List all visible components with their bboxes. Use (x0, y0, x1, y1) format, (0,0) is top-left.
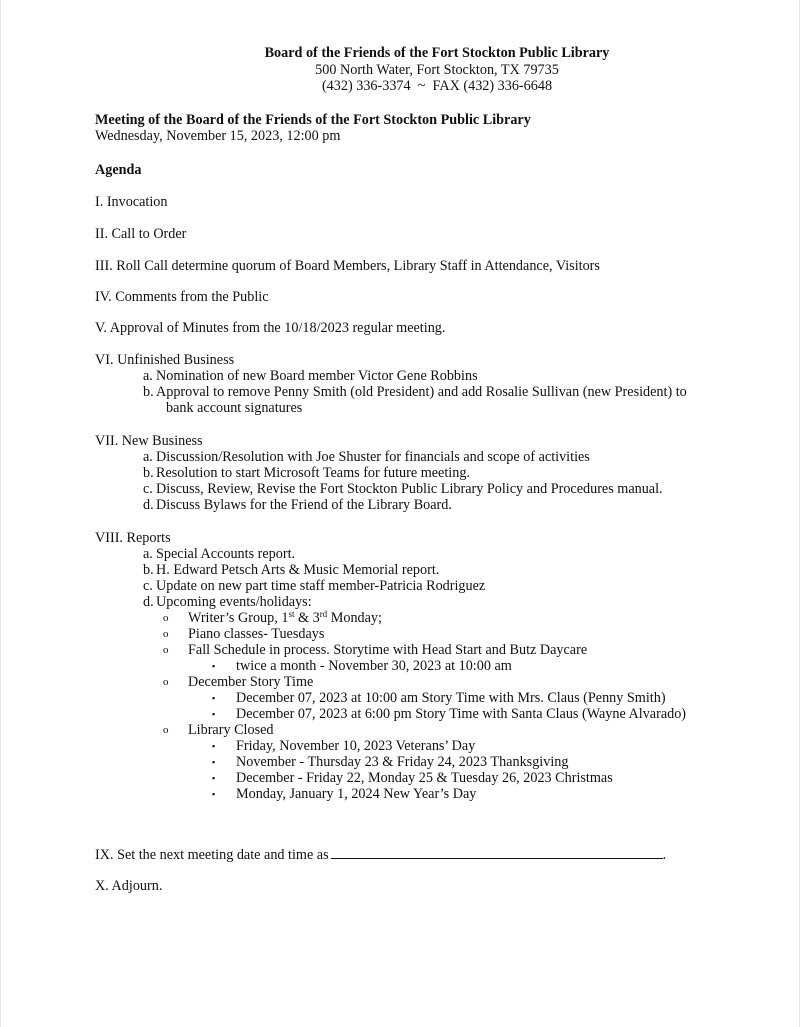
event-item: o Library Closed (163, 722, 274, 738)
agenda-item-7 (95, 433, 775, 513)
bullet-square-icon: ▪ (212, 709, 216, 719)
event-subitem: ▪ November - Thursday 23 & Friday 24, 2023 Thanksgiving (212, 754, 569, 770)
org-address: 500 North Water, Fort Stockton, TX 79735 (315, 61, 559, 78)
event-subitem: ▪ twice a month - November 30, 2023 at 10:00 am (212, 658, 512, 674)
agenda-item-4: IV. Comments from the Public (95, 289, 269, 305)
agenda-item-10: X. Adjourn. (95, 878, 163, 894)
list-item: a. Special Accounts report. (143, 546, 296, 562)
agenda-item-8-sublist (143, 546, 775, 610)
next-meeting-blank (331, 846, 663, 859)
bullet-square-icon: ▪ (212, 757, 216, 767)
bullet-square-icon: ▪ (212, 741, 216, 751)
event-item: o Writer’s Group, 1st & 3rd Monday; (163, 609, 382, 626)
event-subitem: ▪ Friday, November 10, 2023 Veterans’ Day (212, 738, 476, 754)
agenda-item-6-sublist (143, 368, 775, 416)
event-subitem: ▪ Monday, January 1, 2024 New Year’s Day (212, 786, 477, 802)
bullet-circle-icon: o (163, 676, 169, 688)
bullet-circle-icon: o (163, 612, 169, 624)
list-item-continuation: bank account signatures (166, 400, 303, 416)
agenda-heading: Agenda (95, 162, 142, 178)
bullet-square-icon: ▪ (212, 661, 216, 671)
agenda-item-8-title: VIII. Reports (95, 530, 171, 546)
event-item: o Fall Schedule in process. Storytime with Head Start and Butz Daycare (163, 642, 588, 658)
list-item: b. Resolution to start Microsoft Teams for future meeting. (143, 465, 470, 481)
agenda-item-7-sublist (143, 449, 775, 513)
bullet-circle-icon: o (163, 628, 169, 640)
contact-line (1, 78, 800, 95)
separator: ~ (417, 78, 426, 94)
event-subitem: ▪ December 07, 2023 at 6:00 pm Story Time with Santa Claus (Wayne Alvarado) (212, 706, 687, 722)
bullet-square-icon: ▪ (212, 693, 216, 703)
meeting-title: Meeting of the Board of the Friends of the Fort Stockton Public Library (95, 112, 531, 128)
agenda-item-9: IX. Set the next meeting date and time as . (95, 847, 667, 863)
agenda-item-6-title: VI. Unfinished Business (95, 352, 235, 368)
org-name: Board of the Friends of the Fort Stockton Public Library (264, 45, 610, 61)
agenda-item-8 (95, 530, 775, 802)
list-item: c. Discuss, Review, Revise the Fort Stockton Public Library Policy and Procedures manual. (143, 481, 663, 497)
phone: (432) 336-3374 (321, 78, 411, 94)
list-item: b. H. Edward Petsch Arts & Music Memorial report. (143, 562, 440, 578)
agenda-item-1: I. Invocation (95, 194, 168, 210)
list-item: d. Upcoming events/holidays: (143, 594, 312, 610)
letterhead (1, 45, 800, 95)
list-item: a. Discussion/Resolution with Joe Shuster for financials and scope of activities (143, 449, 590, 465)
event-subitem: ▪ December 07, 2023 at 10:00 am Story Time with Mrs. Claus (Penny Smith) (212, 690, 666, 706)
bullet-circle-icon: o (163, 724, 169, 736)
agenda-item-7-title: VII. New Business (95, 433, 203, 449)
list-item: d. Discuss Bylaws for the Friend of the Library Board. (143, 497, 452, 513)
meeting-info (95, 112, 775, 144)
list-item: a. Nomination of new Board member Victor Gene Robbins (143, 368, 478, 384)
bullet-square-icon: ▪ (212, 789, 216, 799)
meeting-datetime: Wednesday, November 15, 2023, 12:00 pm (95, 128, 341, 144)
list-item: c. Update on new part time staff member-Patricia Rodriguez (143, 578, 486, 594)
bullet-square-icon: ▪ (212, 773, 216, 783)
list-item: b. Approval to remove Penny Smith (old President) and add Rosalie Sullivan (new President) to (143, 384, 687, 400)
agenda-item-5: V. Approval of Minutes from the 10/18/2023 regular meeting. (95, 320, 446, 336)
agenda-item-2: II. Call to Order (95, 226, 187, 242)
fax: FAX (432) 336-6648 (432, 78, 553, 94)
agenda-item-6 (95, 352, 775, 416)
event-item: o December Story Time (163, 674, 314, 690)
bullet-circle-icon: o (163, 644, 169, 656)
agenda-item-3: III. Roll Call determine quorum of Board Members, Library Staff in Attendance, Visitors (95, 258, 600, 274)
event-item: o Piano classes- Tuesdays (163, 626, 325, 642)
event-subitem: ▪ December - Friday 22, Monday 25 & Tuesday 26, 2023 Christmas (212, 770, 613, 786)
